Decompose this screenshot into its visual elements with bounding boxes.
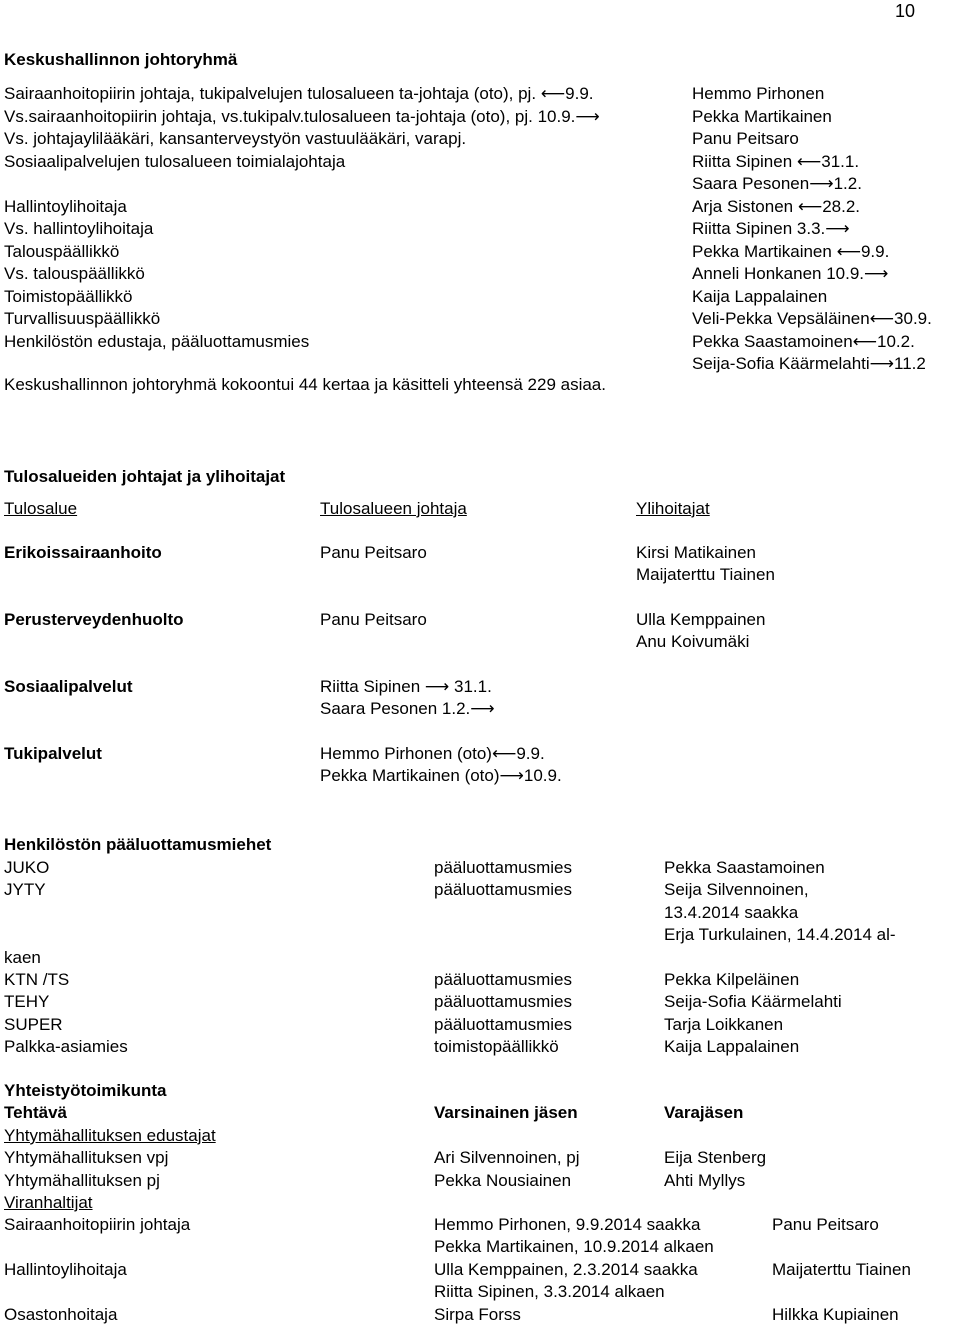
member-name: Arja Sistonen ⟵28.2. — [692, 196, 861, 216]
union-title: pääluottamusmies — [434, 1014, 572, 1034]
committee-role: Yhtymähallituksen vpj — [4, 1148, 169, 1167]
member-name: Pekka Martikainen — [692, 106, 832, 126]
member-name: Riitta Sipinen 3.3.⟶ — [692, 219, 850, 238]
committee-deputy: Eija Stenberg — [664, 1148, 767, 1167]
tulosalue-name: Sosiaalipalvelut — [4, 677, 133, 696]
member-name: Anneli Honkanen 10.9.⟶ — [692, 264, 889, 283]
tulosalue-name: Tukipalvelut — [4, 744, 102, 763]
tulosalue-name: Erikoissairaanhoito — [4, 543, 162, 562]
member-role: Toimistopäällikkö — [4, 286, 133, 306]
tulosalue-ylihoitaja: Ulla Kemppainen — [636, 610, 766, 629]
header-ylihoitajat: Ylihoitajat — [636, 499, 710, 518]
union-person: Seija Silvennoinen, — [664, 880, 809, 900]
committee-deputy: Ahti Myllys — [664, 1170, 746, 1190]
union-title: toimistopäällikkö — [434, 1037, 559, 1057]
subheading-viranhaltijat: Viranhaltijat — [4, 1193, 93, 1212]
tulosalue-ylihoitaja: Kirsi Matikainen — [636, 543, 756, 562]
union-person: Tarja Loikkanen — [664, 1014, 784, 1034]
member-name: Seija-Sofia Käärmelahti⟶11.2 — [692, 354, 926, 373]
section-title-johtoryhma: Keskushallinnon johtoryhmä — [4, 50, 238, 69]
committee-role: Osastonhoitaja — [4, 1304, 118, 1324]
committee-role: Hallintoylihoitaja — [4, 1259, 127, 1279]
header-tehtava: Tehtävä — [4, 1103, 67, 1122]
section-title-yhteistyotoimikunta: Yhteistyötoimikunta — [4, 1081, 167, 1100]
union-title: pääluottamusmies — [434, 992, 572, 1012]
tulosalue-director: Hemmo Pirhonen (oto)⟵9.9. — [320, 744, 545, 763]
header-tulosalue: Tulosalue — [4, 499, 78, 518]
union-person: 13.4.2014 saakka — [664, 902, 799, 922]
member-name: Veli-Pekka Vepsäläinen⟵30.9. — [692, 309, 932, 328]
member-role: Henkilöstön edustaja, pääluottamusmies — [4, 331, 310, 351]
union-title: pääluottamusmies — [434, 970, 572, 989]
page-number: 10 — [894, 1, 915, 21]
committee-role: Sairaanhoitopiirin johtaja — [4, 1215, 191, 1234]
member-role: Vs.sairaanhoitopiirin johtaja, vs.tukipalv.tulosalueen ta-johtaja (oto), pj. 10.9.⟶ — [4, 106, 600, 126]
member-role: Vs. talouspäällikkö — [4, 264, 145, 283]
committee-role: Yhtymähallituksen pj — [4, 1170, 160, 1190]
union-person: Erja Turkulainen, 14.4.2014 al- — [664, 925, 896, 945]
section-title-paaluottamusmiehet: Henkilöstön pääluottamusmiehet — [4, 835, 272, 854]
committee-deputy: Maijaterttu Tiainen — [772, 1259, 911, 1279]
header-varsinainen-jasen: Varsinainen jäsen — [434, 1103, 578, 1122]
union-name: SUPER — [4, 1014, 63, 1034]
committee-member: Hemmo Pirhonen, 9.9.2014 saakka — [434, 1215, 701, 1234]
committee-member: Ari Silvennoinen, pj — [434, 1148, 580, 1167]
tulosalue-director: Saara Pesonen 1.2.⟶ — [320, 699, 495, 718]
committee-deputy: Panu Peitsaro — [772, 1215, 879, 1234]
member-role: Sosiaalipalvelujen tulosalueen toimialajohtaja — [4, 151, 346, 171]
committee-member: Pekka Martikainen, 10.9.2014 alkaen — [434, 1237, 714, 1257]
union-name: Palkka-asiamies — [4, 1037, 128, 1057]
header-varajasen: Varajäsen — [664, 1103, 744, 1122]
union-name: KTN /TS — [4, 970, 70, 989]
union-title: pääluottamusmies — [434, 880, 572, 900]
union-person: Kaija Lappalainen — [664, 1037, 800, 1057]
member-name: Hemmo Pirhonen — [692, 84, 825, 103]
union-person: Seija-Sofia Käärmelahti — [664, 992, 842, 1012]
member-role: Talouspäällikkö — [4, 241, 120, 261]
subheading-yhtymahallitus: Yhtymähallituksen edustajat — [4, 1126, 216, 1145]
member-role: Turvallisuuspäällikkö — [4, 309, 161, 328]
committee-member: Sirpa Forss — [434, 1304, 521, 1324]
union-name: JUKO — [4, 858, 50, 877]
tulosalue-director: Riitta Sipinen ⟶ 31.1. — [320, 677, 492, 696]
tulosalue-director: Panu Peitsaro — [320, 610, 427, 629]
union-name: TEHY — [4, 992, 50, 1012]
member-name: Riitta Sipinen ⟵31.1. — [692, 151, 860, 171]
member-name: Pekka Martikainen ⟵9.9. — [692, 241, 890, 261]
member-name: Saara Pesonen⟶1.2. — [692, 174, 862, 193]
member-name: Kaija Lappalainen — [692, 286, 828, 306]
committee-member: Ulla Kemppainen, 2.3.2014 saakka — [434, 1259, 698, 1279]
tulosalue-director: Pekka Martikainen (oto)⟶10.9. — [320, 766, 562, 785]
member-name: Pekka Saastamoinen⟵10.2. — [692, 331, 915, 351]
member-name: Panu Peitsaro — [692, 129, 799, 148]
johtoryhma-summary: Keskushallinnon johtoryhmä kokoontui 44 kertaa ja käsitteli yhteensä 229 asiaa. — [4, 375, 606, 394]
tulosalue-ylihoitaja: Anu Koivumäki — [636, 632, 750, 651]
tulosalue-director: Panu Peitsaro — [320, 543, 427, 562]
union-person: Pekka Kilpeläinen — [664, 970, 800, 989]
member-role: Hallintoylihoitaja — [4, 196, 127, 216]
union-title: pääluottamusmies — [434, 858, 572, 877]
header-tulosalueen-johtaja: Tulosalueen johtaja — [320, 499, 467, 518]
tulosalue-ylihoitaja: Maijaterttu Tiainen — [636, 565, 775, 584]
union-person: Pekka Saastamoinen — [664, 858, 825, 877]
member-role: Sairaanhoitopiirin johtaja, tukipalvelujen tulosalueen ta-johtaja (oto), pj. ⟵9.9. — [4, 84, 594, 103]
member-role: Vs. hallintoylihoitaja — [4, 219, 154, 238]
committee-member: Pekka Nousiainen — [434, 1170, 572, 1190]
section-title-tulosalueet: Tulosalueiden johtajat ja ylihoitajat — [4, 467, 286, 486]
member-role: Vs. johtajaylilääkäri, kansanterveystyön vastuulääkäri, varapj. — [4, 129, 467, 148]
committee-member: Riitta Sipinen, 3.3.2014 alkaen — [434, 1282, 665, 1302]
union-name: JYTY — [4, 880, 46, 900]
union-name: kaen — [4, 947, 41, 967]
committee-deputy: Hilkka Kupiainen — [772, 1304, 899, 1324]
tulosalue-name: Perusterveydenhuolto — [4, 610, 184, 629]
